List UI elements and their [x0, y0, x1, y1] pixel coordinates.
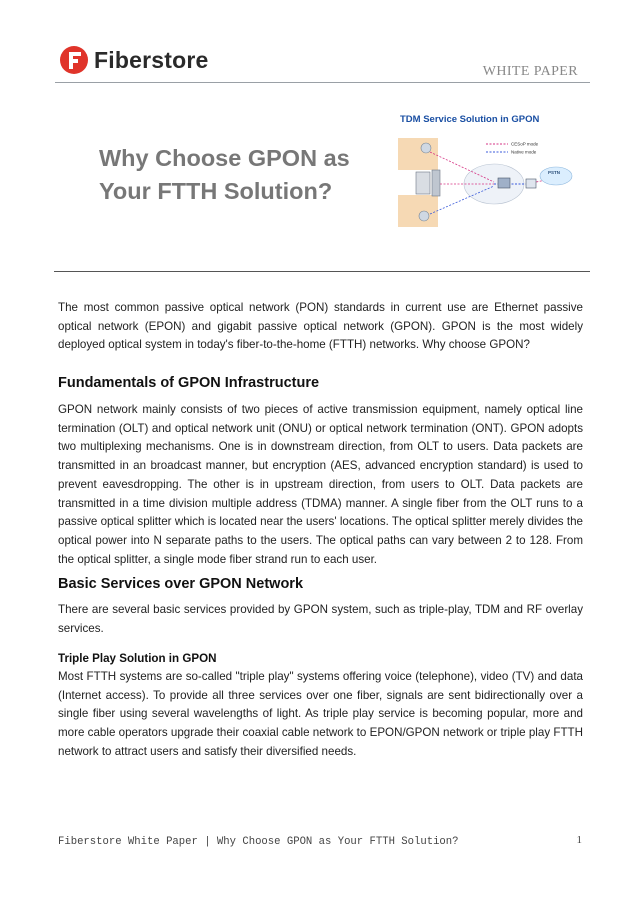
olt-icon [498, 178, 510, 188]
fiberstore-logo-icon [60, 46, 88, 74]
page-number: 1 [576, 834, 582, 846]
page-title [99, 142, 350, 208]
page-footer: Fiberstore White Paper | Why Choose GPON as Your FTTH Solution? [58, 836, 459, 848]
intro-paragraph: The most common passive optical network (PON) standards in current use are Ethernet passive optical network (EPON) and gigabit passive optical network (GPON). GPON is the most widely deployed optical system in today's fiber-to-the-home (FTTH) networks. Why choose GPON? [58, 301, 583, 352]
title-divider [54, 271, 590, 272]
subscriber-zone-top [398, 138, 438, 170]
document-type-label: WHITE PAPER [482, 64, 578, 79]
header-divider [55, 82, 590, 83]
subheading-triple-play: Triple Play Solution in GPON [58, 652, 217, 665]
title-line-1: Why Choose GPON as [99, 145, 350, 171]
legend-native-label: Native mode [511, 149, 537, 155]
basic-services-paragraph: There are several basic services provided by GPON system, such as triple-play, TDM and RF overlay services. [58, 603, 583, 635]
title-line-2: Your FTTH Solution? [99, 178, 333, 204]
section-heading-fundamentals: Fundamentals of GPON Infrastructure [58, 375, 320, 391]
building-side-icon [432, 170, 440, 196]
onu-top-icon [421, 143, 431, 153]
brand-logo [60, 46, 208, 74]
brand-name: Fiberstore [94, 46, 209, 73]
legend-cesop-label: CESoP mode [511, 141, 539, 147]
gateway-icon [526, 179, 536, 188]
building-icon [416, 172, 430, 194]
figure-title: TDM Service Solution in GPON [400, 114, 540, 125]
pstn-label: PSTN [548, 170, 561, 175]
section-heading-basic-services: Basic Services over GPON Network [58, 576, 304, 592]
gpon-tdm-diagram [396, 130, 576, 235]
onu-bottom-icon [419, 211, 429, 221]
fundamentals-paragraph: GPON network mainly consists of two pieces of active transmission equipment, namely optical line termination (OLT) and optical network unit (ONU) or optical network termination (ONT). GPON adopts two multiplexing mechanisms. One is in downstream direction, from OLT to users. Data packets are transmitted in an broadcast manner, but encryption (AES, advanced encryption standard) is used to prevent eavesdropping. The other is in upstream direction, from users to OLT. Data packets are transmitted in a time division multiple address (TDMA) manner. A single fiber from the OLT runs to a passive optical splitter which is located near the users' locations. The optical splitter merely divides the optical power into N separate paths to the users. The optical paths can vary between 2 to 128. From the optical splitter, a single mode fiber strand run to each user. [58, 403, 583, 566]
triple-play-paragraph: Most FTTH systems are so-called "triple play" systems offering voice (telephone), video (TV) and data (Internet access). To provide all three services over one fiber, signals are sent bidirectionally over a single fiber using several wavelengths of light. As triple play service is becoming popular, more and more cable operators upgrade their coaxial cable network to EPON/GPON network or triple play FTTH network to attract users and satisfy their diversified needs. [58, 670, 583, 758]
subscriber-zone-bottom [398, 195, 438, 227]
